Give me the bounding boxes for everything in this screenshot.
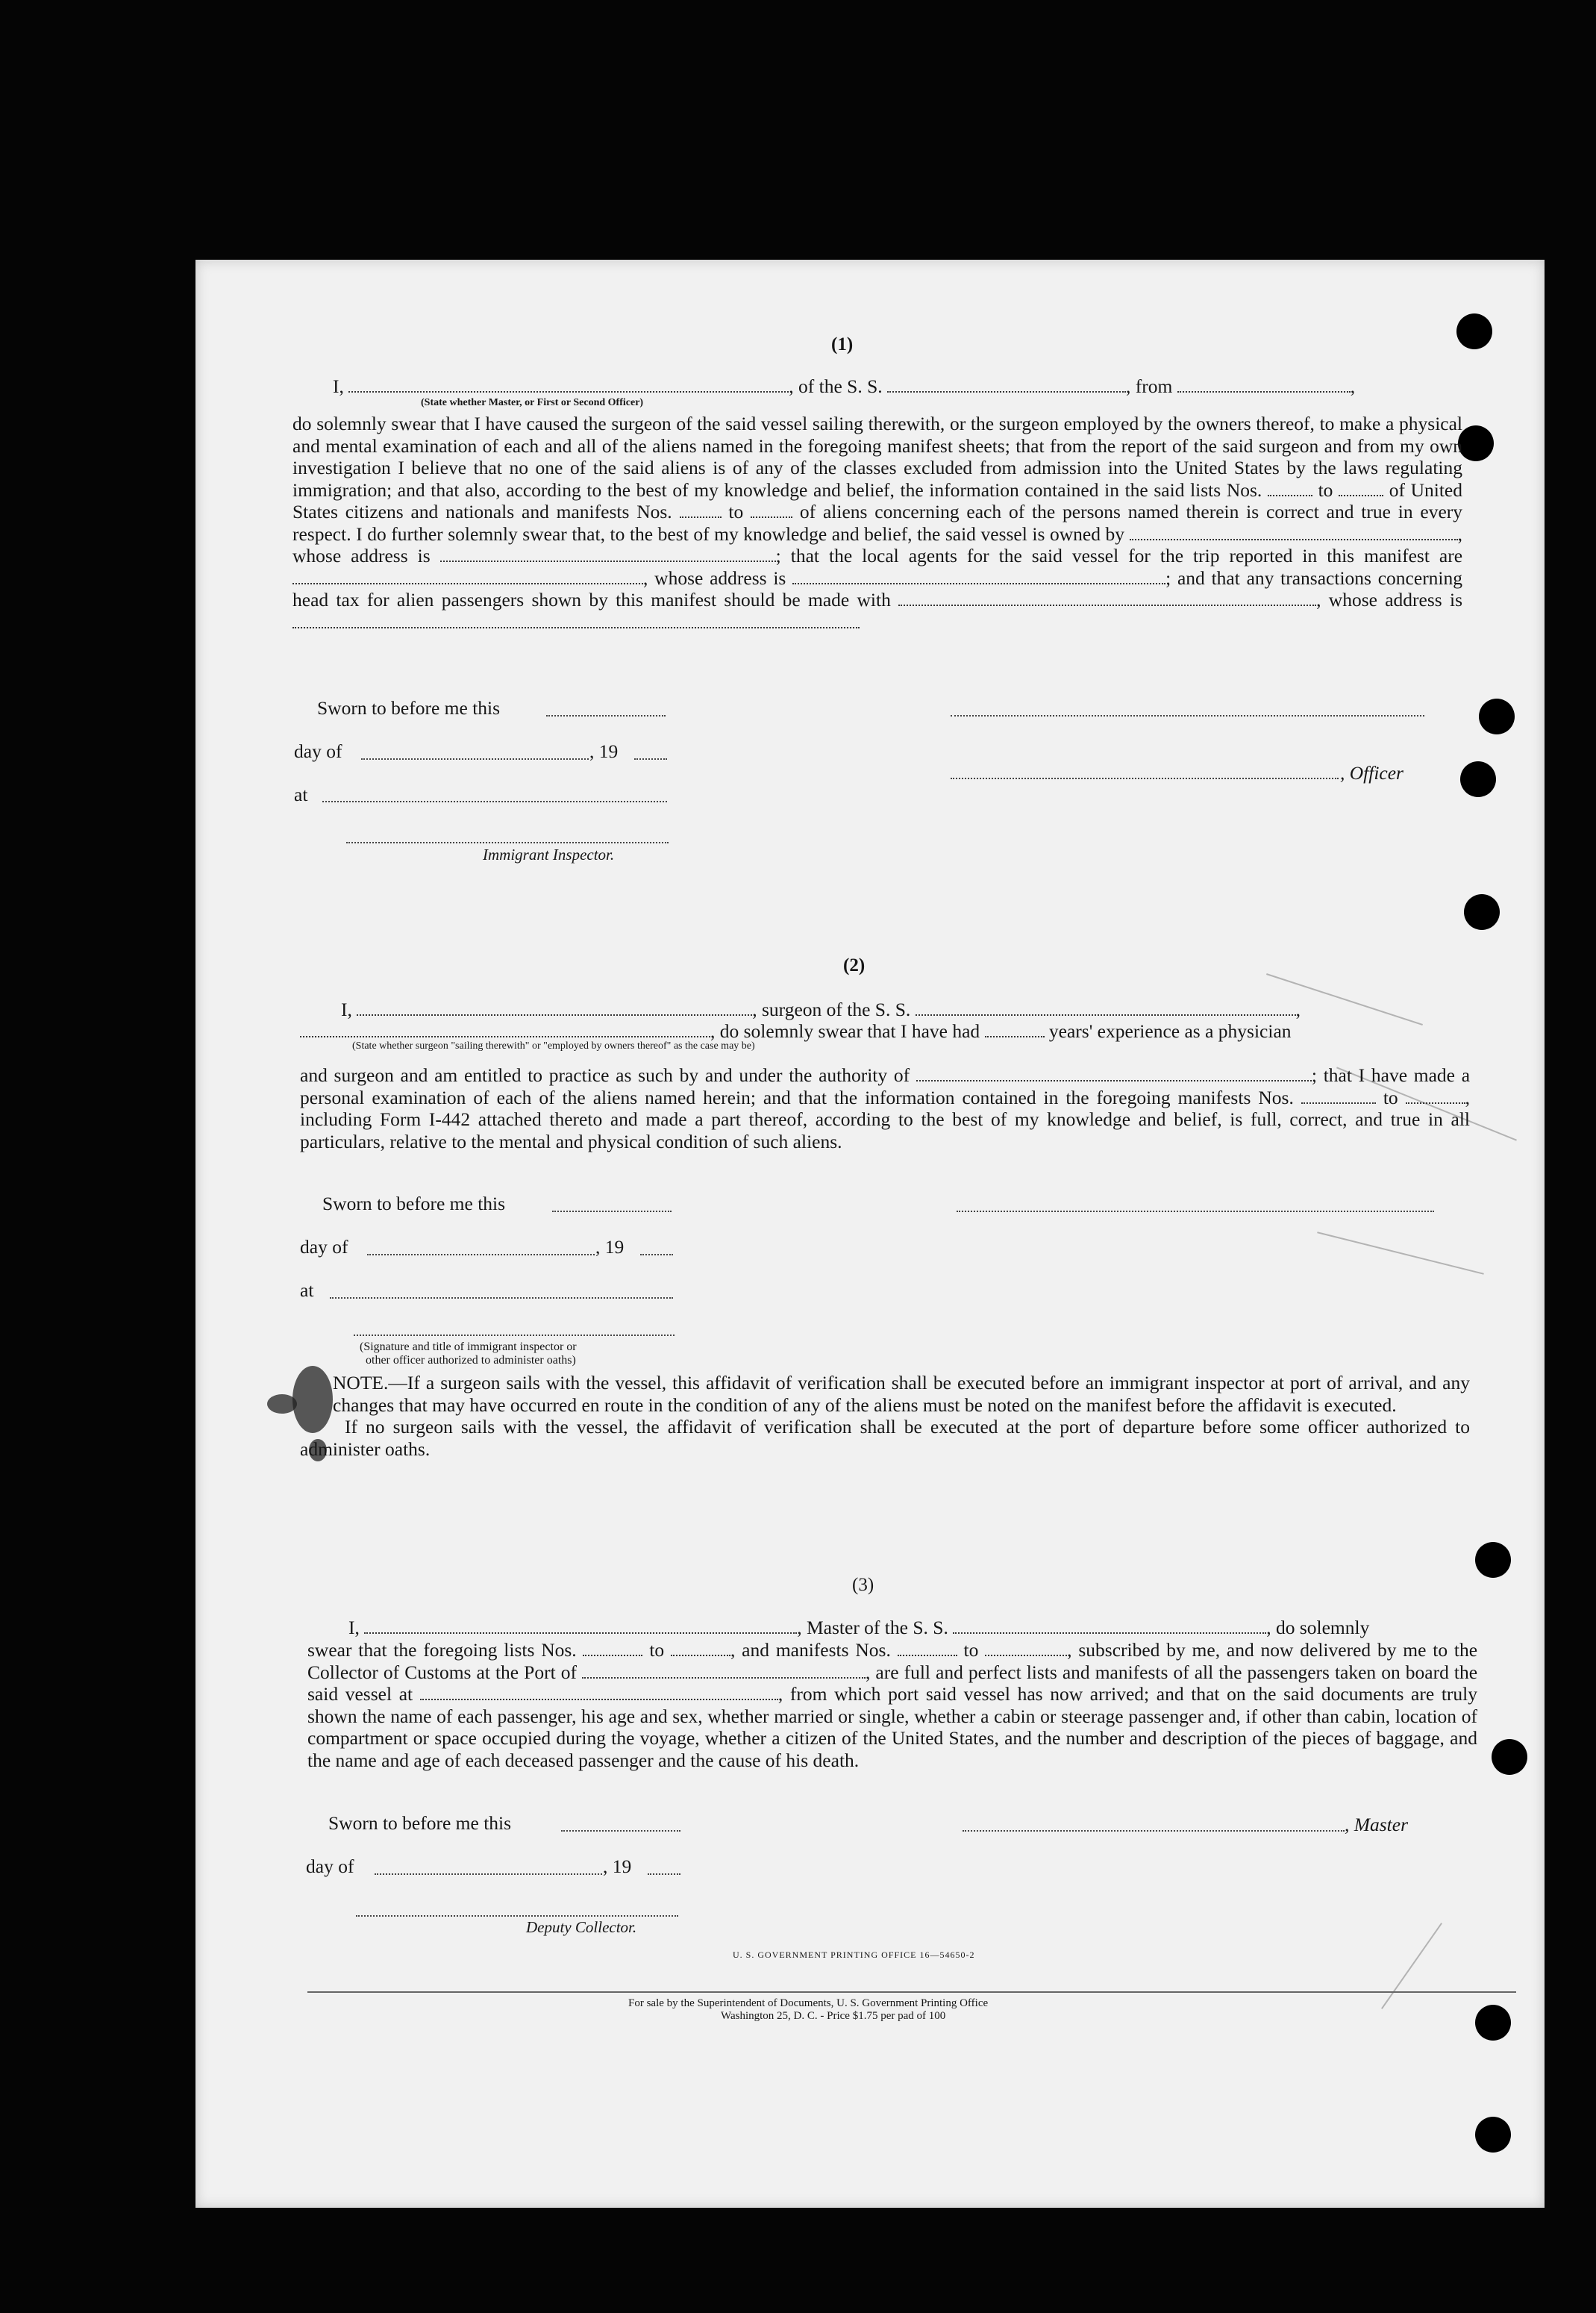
price-line-1: For sale by the Superintendent of Documents, U. S. Government Printing Office	[628, 1997, 989, 2009]
section-1-affidavit	[292, 413, 1462, 633]
footer-rule	[307, 1991, 1516, 1993]
to-label: to	[963, 1639, 979, 1661]
section-3-number: (3)	[852, 1575, 874, 1595]
manifests-to-field[interactable]	[751, 503, 792, 518]
master-vessel-field[interactable]	[953, 1619, 1266, 1634]
administering-officer-signature[interactable]	[354, 1335, 675, 1336]
sworn-day-field[interactable]	[561, 1830, 680, 1832]
pencil-mark	[1381, 1923, 1442, 2009]
deputy-collector-signature-line[interactable]	[356, 1915, 678, 1917]
section-2-text-a: and surgeon and am entitled to practice as such by and under the authority of	[300, 1064, 910, 1086]
vessel-owner-field[interactable]	[1130, 525, 1458, 540]
month-field[interactable]	[375, 1873, 602, 1875]
section-1-text-c: of aliens concerning each of the persons named therein is correct and true in every respect. I do further solemnly swear that, to the best of my knowledge and belief, the said vessel is owned by	[292, 501, 1463, 545]
section-3-text-subscribed: , subscribed by me, and now delivered by me to the Collector of Customs at the Port of	[307, 1639, 1478, 1683]
whose-address-label: , whose address is	[1316, 589, 1463, 611]
master-signature-line[interactable]	[963, 1830, 1345, 1832]
section-3-day-of: day of	[306, 1855, 354, 1877]
note-surgeon-sails: NOTE.—If a surgeon sails with the vessel, this affidavit of verification shall be executed before an immigrant inspector at port of arrival, and any changes that may have occurred en route in the condition of any of the aliens must be noted on the manifest before the affidavit is executed.	[333, 1372, 1470, 1416]
section-1-sworn: Sworn to before me this	[317, 697, 501, 719]
comma: ,	[643, 566, 648, 589]
semicolon: ;	[775, 545, 781, 566]
to-label: to	[1318, 478, 1333, 501]
sworn-day-field[interactable]	[552, 1211, 672, 1212]
section-1-day-of: day of	[294, 740, 342, 762]
manifests-to-field[interactable]	[1406, 1089, 1465, 1104]
section-3-text-b: port said vessel has now arrived; and that on the said documents are truly shown the name of each passenger, his age and sex, whether married or single, whether a cabin or steerage passenger and, if other than cabin, location of compartment or space occupied during the voyage, whether a citizen of the United States, and the number and description of the pieces of baggage, and the name and age of each deceased passenger and the cause of his death.	[307, 1683, 1477, 1771]
section-3-i: I,	[348, 1617, 360, 1638]
manifests-from-field[interactable]	[898, 1641, 957, 1656]
signature-hint-2: other officer authorized to administer oaths)	[366, 1354, 576, 1367]
embark-port-field[interactable]	[420, 1685, 778, 1700]
at-place-field[interactable]	[322, 801, 667, 802]
punch-hole	[1460, 761, 1496, 797]
section-1-text-a: do solemnly swear that I have caused the surgeon of the said vessel sailing therewith, or the surgeon employed by the owners thereof, to make a physical and mental examination of each and all of the aliens named in the foregoing manifest sheets; that from the report of the said surgeon and from my own investigation I believe that no one of the said aliens is of any of the classes excluded from admission into the United States by the laws regulating immigration; and that also, according to the best of my knowledge and belief, the information contained in the said lists Nos.	[292, 413, 1462, 501]
comma: ,	[1295, 999, 1301, 1020]
section-3-sworn: Sworn to before me this	[328, 1812, 512, 1834]
authority-field[interactable]	[916, 1067, 1312, 1081]
surgeon-name-field[interactable]	[357, 1001, 752, 1016]
punch-hole	[1475, 2005, 1511, 2041]
year-field[interactable]	[640, 1254, 673, 1255]
punch-hole	[1479, 699, 1515, 734]
year-field[interactable]	[634, 758, 667, 760]
surgeon-status-hint: (State whether surgeon "sailing therewith" or "employed by owners thereof" as the case may be)	[352, 1040, 755, 1052]
surgeon-vessel-field[interactable]	[916, 1001, 1296, 1016]
from-which-label: , from which	[777, 1683, 881, 1705]
officer-rank-hint: (State whether Master, or First or Second Officer)	[421, 397, 644, 408]
section-1-text-d: that the local agents for the said vessel for the trip reported in this manifest are	[790, 545, 1463, 566]
lists-from-field[interactable]	[1268, 481, 1312, 496]
section-1-text-e: ; and that any transactions concerning head tax for alien passengers shown by this manifest should be made with	[292, 566, 1463, 611]
from-port-field[interactable]	[1177, 378, 1351, 393]
section-1-year: , 19	[589, 740, 619, 762]
section-2-first-line	[341, 999, 1301, 1021]
printing-office-line: U. S. GOVERNMENT PRINTING OFFICE 16—54650-2	[733, 1950, 975, 1960]
years-experience-field[interactable]	[985, 1023, 1045, 1037]
officer-signature-line-2[interactable]	[951, 778, 1339, 779]
section-3-text-are-full: , are full and perfect lists and manifests of all the passengers taken on board the said vessel at	[307, 1661, 1478, 1705]
surgeon-of-label: , surgeon of the S. S.	[752, 999, 911, 1020]
price-line-2: Washington 25, D. C. - Price $1.75 per pad of 100	[721, 2010, 946, 2022]
whose-address-label: whose address is	[654, 566, 786, 589]
to-label: to	[649, 1639, 665, 1661]
semicolon: ;	[1311, 1064, 1317, 1086]
master-name-field[interactable]	[364, 1619, 797, 1634]
master-label: , Master	[1345, 1814, 1408, 1835]
to-label: to	[728, 501, 744, 522]
head-tax-party-field[interactable]	[898, 591, 1316, 606]
section-2-text-b: that I have made a personal examination of each of the aliens named herein; and that the information contained in the foregoing manifests Nos.	[300, 1064, 1471, 1108]
surgeon-signature-line[interactable]	[957, 1211, 1434, 1212]
section-1-first-line	[333, 375, 1355, 398]
section-2-number: (2)	[843, 955, 866, 976]
inspector-signature-line[interactable]	[346, 842, 669, 843]
lists-from-field[interactable]	[583, 1641, 642, 1656]
section-2-at: at	[300, 1279, 314, 1301]
head-tax-address-field[interactable]	[292, 614, 860, 628]
section-2-sworn: Sworn to before me this	[322, 1193, 506, 1214]
manifests-from-field[interactable]	[1301, 1089, 1376, 1104]
year-field[interactable]	[648, 1873, 680, 1875]
section-1-number: (1)	[831, 334, 854, 355]
at-place-field[interactable]	[330, 1297, 673, 1299]
manifests-from-field[interactable]	[680, 503, 722, 518]
section-2-text-c: , including Form I-442 attached thereto and made a part thereof, according to the best of my knowledge and belief, is full, correct, and true in all particulars, relative to the mental and physical condition of such aliens.	[300, 1086, 1471, 1152]
port-field[interactable]	[582, 1664, 866, 1679]
punch-hole	[1475, 2117, 1511, 2153]
to-label: to	[1383, 1086, 1398, 1108]
from-label: , from	[1126, 375, 1173, 397]
section-3-first-line	[348, 1617, 1369, 1639]
month-field[interactable]	[361, 758, 589, 760]
section-3-year: , 19	[603, 1855, 632, 1877]
punch-hole	[1492, 1739, 1527, 1775]
note-no-surgeon: If no surgeon sails with the vessel, the affidavit of verification shall be executed at the port of departure before some officer authorized to administer oaths.	[300, 1416, 1470, 1460]
of-the-ss-label: , of the S. S.	[789, 375, 883, 397]
section-3-text-a: swear that the foregoing lists Nos.	[307, 1639, 577, 1661]
punch-hole	[1475, 1542, 1511, 1578]
sworn-day-field[interactable]	[546, 715, 666, 717]
officer-signature-line-1[interactable]	[951, 715, 1424, 717]
manifests-to-field[interactable]	[985, 1641, 1067, 1656]
month-field[interactable]	[367, 1254, 595, 1255]
lists-to-field[interactable]	[1339, 481, 1383, 496]
lists-to-field[interactable]	[671, 1641, 730, 1656]
punch-hole	[1464, 894, 1500, 930]
pencil-mark	[1317, 1232, 1484, 1275]
punch-hole	[1458, 425, 1494, 461]
line-end-comma: ,	[1350, 375, 1356, 397]
section-2-second-line	[300, 1020, 1292, 1043]
section-2-note	[300, 1372, 1470, 1460]
whose-address-label: , whose address is	[292, 522, 1462, 566]
local-agents-field[interactable]	[292, 569, 643, 584]
section-1-at: at	[294, 784, 308, 805]
section-2-year: , 19	[595, 1236, 625, 1258]
section-1-text-b: of United States citizens and nationals and manifests Nos.	[292, 478, 1462, 522]
agents-address-field[interactable]	[792, 569, 1165, 584]
officer-label: , Officer	[1340, 762, 1403, 784]
owner-address-field[interactable]	[440, 547, 776, 562]
solemnly-label: , do solemnly	[1266, 1617, 1370, 1638]
section-2-i: I,	[341, 999, 352, 1020]
section-3-affidavit	[307, 1639, 1477, 1771]
immigrant-inspector-label: Immigrant Inspector.	[483, 846, 615, 864]
deputy-collector-label: Deputy Collector.	[526, 1918, 637, 1936]
section-1-i: I,	[333, 375, 344, 397]
surgeon-status-field[interactable]	[300, 1023, 710, 1037]
section-2-day-of: day of	[300, 1236, 348, 1258]
section-2-affidavit	[300, 1064, 1470, 1152]
ink-stain	[267, 1394, 297, 1414]
and-manifests-label: , and manifests Nos.	[730, 1639, 891, 1661]
punch-hole	[1456, 313, 1492, 349]
manifest-affidavit-page	[195, 260, 1545, 2208]
swear-label: , do solemnly swear that I have had	[710, 1020, 980, 1042]
master-of-label: , Master of the S. S.	[797, 1617, 948, 1638]
signature-hint-1: (Signature and title of immigrant inspector or	[360, 1340, 577, 1353]
officer-rank-field[interactable]	[348, 378, 789, 393]
years-experience-label: years' experience as a physician	[1048, 1020, 1292, 1042]
vessel-name-field[interactable]	[887, 378, 1126, 393]
